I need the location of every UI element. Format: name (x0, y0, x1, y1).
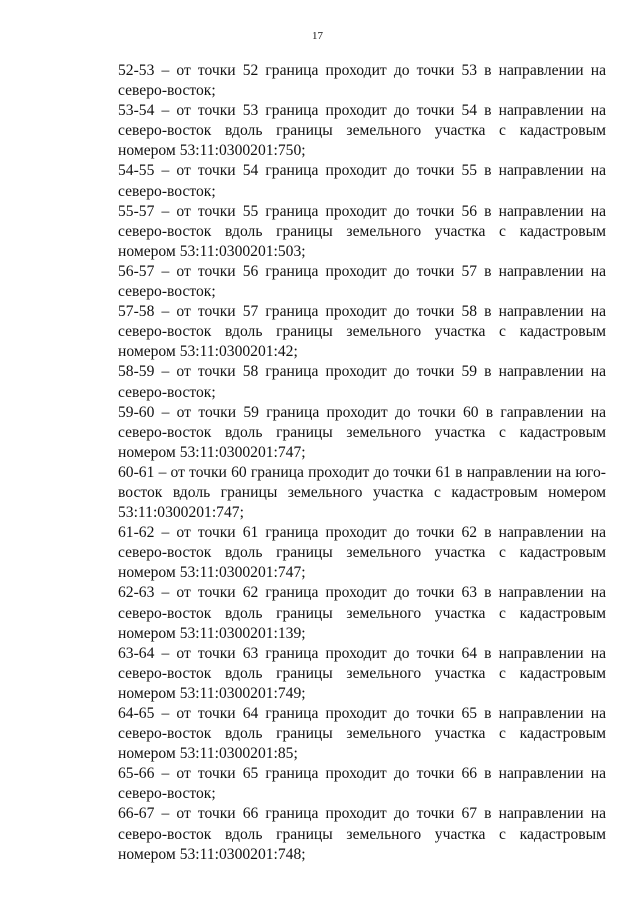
boundary-segment-54-55: 54-55 – от точки 54 граница проходит до точки 55 в направлении на северо-восток; (118, 162, 606, 200)
boundary-segment-60-61: 60-61 – от точки 60 граница проходит до точки 61 в направлении на юго-восток вдоль границы земельного участка с кадастровым номером 53:11:0300201:747; (118, 463, 606, 522)
boundary-segment-62-63: 62-63 – от точки 62 граница проходит до точки 63 в направлении на северо-восток вдоль границы земельного участка с кадастровым номером 53:11:0300201:139; (118, 584, 606, 642)
boundary-segment-55-57: 55-57 – от точки 55 граница проходит до точки 56 в направлении на северо-восток вдоль границы земельного участка с кадастровым номером 53:11:0300201:503; (118, 202, 606, 260)
page-number: 17 (312, 30, 323, 42)
boundary-segment-63-64: 63-64 – от точки 63 граница проходит до точки 64 в направлении на северо-восток вдоль границы земельного участка с кадастровым номером 53:11:0300201:749; (118, 644, 606, 702)
boundary-segment-58-59: 58-59 – от точки 58 граница проходит до точки 59 в направлении на северо-восток; (118, 363, 606, 401)
boundary-segment-56-57: 56-57 – от точки 56 граница проходит до точки 57 в направлении на северо-восток; (118, 262, 606, 301)
boundary-segment-52-53: 52-53 – от точки 52 граница проходит до точки 53 в направлении на северо-восток; (118, 62, 606, 100)
boundary-segment-53-54: 53-54 – от точки 53 граница проходит до точки 54 в направлении на северо-восток вдоль границы земельного участка с кадастровым номером 53:11:0300201:750; (118, 102, 606, 160)
boundary-segment-64-65: 64-65 – от точки 64 граница проходит до точки 65 в направлении на северо-восток вдоль границы земельного участка с кадастровым номером 53:11:0300201:85; (118, 705, 606, 763)
document-body (118, 61, 606, 865)
boundary-segment-59-60: 59-60 – от точки 59 граница проходит до точки 60 в гаправлении на северо-восток вдоль границы земельного участка с кадастровым номером 53:11:0300201:747; (118, 403, 606, 461)
boundary-segment-61-62: 61-62 – от точки 61 граница проходит до точки 62 в направлении на северо-восток вдоль границы земельного участка с кадастровым номером 53:11:0300201:747; (118, 524, 606, 582)
boundary-segment-57-58: 57-58 – от точки 57 граница проходит до точки 58 в направлении на северо-восток вдоль границы земельного участка с кадастровым номером 53:11:0300201:42; (118, 303, 606, 361)
boundary-segment-65-66: 65-66 – от точки 65 граница проходит до точки 66 в направлении на северо-восток; (118, 765, 606, 803)
boundary-segment-66-67: 66-67 – от точки 66 граница проходит до точки 67 в направлении на северо-восток вдоль границы земельного участка с кадастровым номером 53:11:0300201:748; (118, 805, 606, 863)
